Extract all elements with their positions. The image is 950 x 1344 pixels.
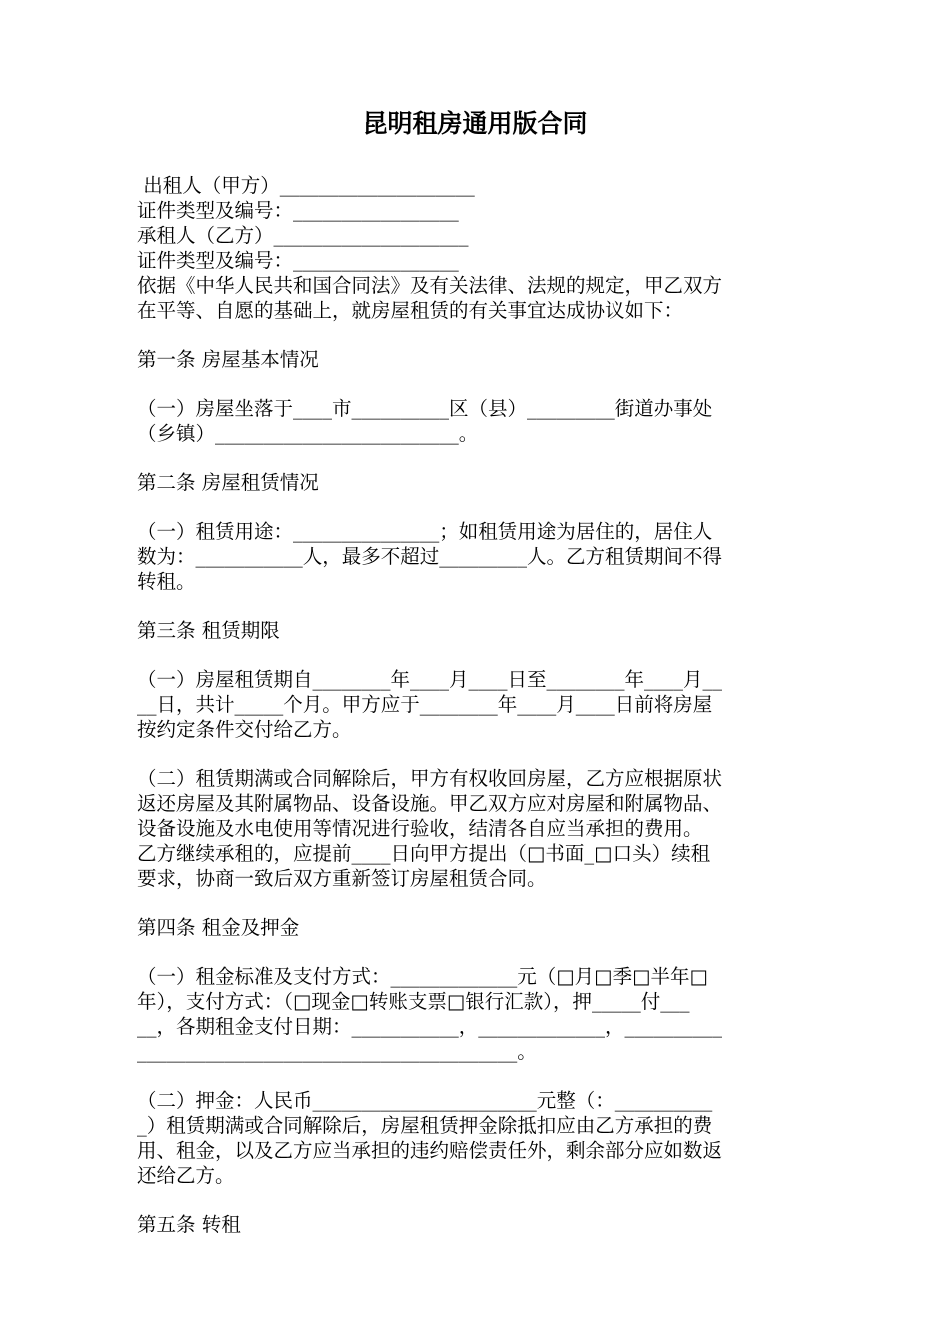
clause-line: （一）租赁用途：_______________；如租赁用途为居住的，居住人 [137,520,713,543]
article-3-clause-2 [137,766,815,891]
clause-line: （二）租赁期满或合同解除后，甲方有权收回房屋，乙方应根据原状 [137,767,723,790]
clause-line: （一）租金标准及支付方式：_____________元（□月□季□半年□ [137,965,708,988]
contract-body [137,173,815,1237]
spacer [137,1188,815,1212]
spacer [137,643,815,667]
lessor-line: 出租人（甲方）____________________ [137,174,475,197]
clause-line: 年），支付方式：（□现金□转账支票□银行汇款），押_____付___ [137,990,690,1013]
clause-line: 数为：___________人，最多不超过_________人。乙方租赁期间不得 [137,545,723,568]
clause-line: （一）房屋租赁期自________年____月____日至________年____月__ [137,668,723,691]
article-4-heading: 第四条 租金及押金 [137,916,300,939]
article-1-heading: 第一条 房屋基本情况 [137,348,319,371]
article-5-heading: 第五条 转租 [137,1213,241,1236]
document-title: 昆明租房通用版合同 [362,109,588,138]
clause-line: 还给乙方。 [137,1164,235,1187]
clause-line: _）租赁期满或合同解除后，房屋租赁押金除抵扣应由乙方承担的费 [137,1114,713,1137]
article-4-clause-2 [137,1088,815,1188]
spacer [137,940,815,964]
preamble-line: 依据《中华人民共和国合同法》及有关法律、法规的规定，甲乙双方 [137,274,723,297]
clause-line: 设备设施及水电使用等情况进行验收，结清各自应当承担的费用。 [137,817,703,840]
clause-line: 转租。 [137,570,196,593]
clause-line: 要求，协商一致后双方重新签订房屋租赁合同。 [137,867,547,890]
spacer [137,323,815,347]
spacer [137,742,815,766]
article-4-clause-1 [137,964,815,1064]
preamble-line: 在平等、自愿的基础上，就房屋租赁的有关事宜达成协议如下： [137,299,684,322]
lessee-id-line: 证件类型及编号：_________________ [137,249,459,272]
clause-line: 按约定条件交付给乙方。 [137,718,352,741]
lessor-id-line: 证件类型及编号：_________________ [137,199,459,222]
clause-line: （乡镇）_________________________。 [137,422,479,445]
article-2-clause-1 [137,519,815,594]
article-3-clause-1 [137,667,815,742]
article-3-heading: 第三条 租赁期限 [137,619,280,642]
article-2-heading: 第二条 房屋租赁情况 [137,471,319,494]
clause-line: （二）押金：人民币_______________________元整（：__________ [137,1089,713,1112]
article-1-clause-1 [137,396,815,446]
spacer [137,446,815,470]
clause-line: 返还房屋及其附属物品、设备设施。甲乙双方应对房屋和附属物品、 [137,792,723,815]
parties-section [137,173,815,273]
clause-line: __日，共计_____个月。甲方应于________年____月____日前将房屋 [137,693,713,716]
preamble-paragraph [137,273,815,323]
spacer [137,372,815,396]
spacer [137,495,815,519]
clause-line: _______________________________________。 [137,1040,537,1063]
clause-line: 用、租金，以及乙方应当承担的违约赔偿责任外，剩余部分应如数返 [137,1139,723,1162]
clause-line: __，各期租金支付日期：___________，_____________，__________ [137,1015,723,1038]
clause-line: 乙方继续承租的，应提前____日向甲方提出（□书面_□口头）续租 [137,842,711,865]
clause-line: （一）房屋坐落于____市__________区（县）_________街道办事处 [137,397,713,420]
spacer [137,891,815,915]
spacer [137,1064,815,1088]
spacer [137,594,815,618]
lessee-line: 承租人（乙方）____________________ [137,224,469,247]
